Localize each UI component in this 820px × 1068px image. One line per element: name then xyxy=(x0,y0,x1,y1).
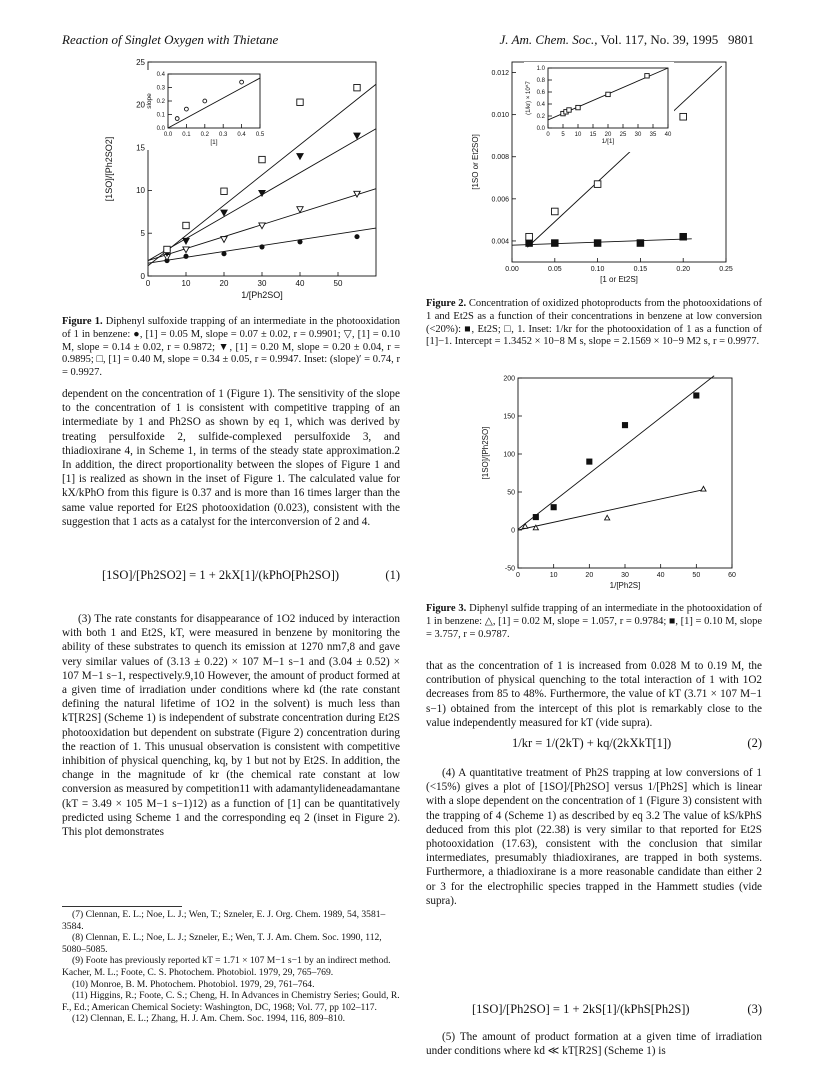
fig1-point xyxy=(297,99,303,105)
fig1-x-tick-label: 20 xyxy=(219,279,229,288)
figure-2-label: Figure 2. xyxy=(426,298,467,309)
fig1-inset-y-tick-label: 0.1 xyxy=(156,112,165,119)
footnote-rule xyxy=(62,906,182,907)
fig1-point xyxy=(354,234,359,239)
fig1-inset-y-tick-label: 0.4 xyxy=(156,72,165,79)
fig2-y-tick-label: 0.012 xyxy=(491,69,509,77)
footnotes xyxy=(62,909,400,1025)
fig1-inset-y-tick-label: 0.3 xyxy=(156,85,165,92)
fig2-inset-x-tick-label: 0 xyxy=(546,132,550,138)
body-right-p3 xyxy=(426,1030,762,1058)
fig3-fit-line xyxy=(518,490,703,530)
fig2-inset-x-tick-label: 35 xyxy=(649,132,657,138)
fig1-x-tick-label: 50 xyxy=(333,279,343,288)
fig3-point xyxy=(694,393,699,398)
fig1-inset-y-tick-label: 0.2 xyxy=(156,99,165,106)
fig1-point xyxy=(354,84,360,90)
fig1-x-tick-label: 30 xyxy=(257,279,267,288)
equation-2-number: (2) xyxy=(747,736,762,750)
fig3-x-tick-label: 30 xyxy=(621,572,629,579)
fig1-point xyxy=(297,239,302,244)
fig2-point xyxy=(680,113,687,120)
fig2-inset-y-tick-label: 0.4 xyxy=(536,102,545,109)
equation-3-text: [1SO]/[Ph2SO] = 1 + 2kS[1]/(kPhS[Ph2S]) xyxy=(472,1002,690,1016)
fig2-y-tick-label: 0.006 xyxy=(491,196,509,204)
fig1-point xyxy=(259,244,264,249)
fig1-y-tick-label: 10 xyxy=(136,186,145,196)
fig3-x-axis-label: 1/[Ph2S] xyxy=(609,581,641,590)
figure-3-label: Figure 3. xyxy=(426,603,467,614)
fig2-fit-line xyxy=(512,239,692,245)
fig3-point xyxy=(587,459,592,464)
fig1-point xyxy=(297,154,303,160)
fig3-point xyxy=(523,524,528,529)
fig2-point xyxy=(552,208,559,215)
fig2-inset-y-tick-label: 1.0 xyxy=(536,66,545,73)
figure-3-caption xyxy=(426,603,762,641)
fig3-x-tick-label: 50 xyxy=(692,572,701,579)
equation-1-text: [1SO]/[Ph2SO2] = 1 + 2kX[1]/(kPhO[Ph2SO]) xyxy=(102,568,340,582)
fig1-inset-bg xyxy=(146,70,264,150)
equation-2-text: 1/kr = 1/(2kT) + kq/(2kXkT[1]) xyxy=(512,736,672,750)
fig3-y-tick-label: 50 xyxy=(507,489,515,497)
fig3-frame xyxy=(518,378,732,568)
fig2-inset-x-tick-label: 5 xyxy=(561,132,565,138)
fig1-x-tick-label: 0 xyxy=(145,279,151,288)
page-number: 9801 xyxy=(728,32,754,47)
fig2-x-tick-label: 0.25 xyxy=(719,266,733,273)
fig3-point xyxy=(701,486,706,491)
figure-1-caption xyxy=(62,316,400,380)
fig1-point xyxy=(183,222,189,228)
paragraph: (4) A quantitative treatment of Ph2S trapping at low conversions of 1 (<15%) gives a plot of [1SO]/[Ph2SO] versus 1/[Ph2S] which is linear with a slope dependent on the concentration of 1 (Figure 3) consistent with the trapping of 4 (Scheme 1) as described by eq 3.2 The value of kS/kPhS deduced from this plot (22.38) is very similar to that reported for Et2S photooxidation (17.63), consistent with the conclusion that similar intermediates, presumably thiadioxiranes, are trapped in both systems. Furthermore, a thiadioxirane is a more reasonable candidate than either 2 or 3 for the electrophilic species trapped in the Hammett studies (vide supra). xyxy=(426,767,762,907)
body-left-p1 xyxy=(62,387,400,529)
footnote-11: (11) Higgins, R.; Foote, C. S.; Cheng, H. In Advances in Chemistry Series; Gould, R. F., Ed.; American Chemical Society: Washington, DC, 1968; Vol. 77, pp 102–117. xyxy=(62,990,400,1013)
fig1-point xyxy=(183,238,189,244)
figure-1-chart xyxy=(100,56,400,311)
fig3-y-tick-label: 100 xyxy=(503,451,515,459)
equation-3-number: (3) xyxy=(747,1002,762,1016)
fig1-point xyxy=(221,188,227,194)
fig3-y-tick-label: 0 xyxy=(511,527,515,535)
body-right-p1 xyxy=(426,659,762,730)
fig1-inset-x-tick-label: 0.4 xyxy=(237,132,246,138)
fig3-point xyxy=(622,423,627,428)
fig2-x-tick-label: 0.05 xyxy=(547,266,562,273)
fig3-x-tick-label: 40 xyxy=(656,572,665,579)
fig1-inset-y-label: slope xyxy=(146,93,153,109)
fig1-y-tick-label: 20 xyxy=(136,100,145,110)
fig3-point xyxy=(533,514,538,519)
paragraph: (5) The amount of product formation at a given time of irradiation under conditions where kd ≪ kT[R2S] (Scheme 1) is xyxy=(426,1031,762,1058)
fig2-inset-x-tick-label: 40 xyxy=(664,132,672,138)
equation-2 xyxy=(512,736,762,751)
fig3-x-tick-label: 10 xyxy=(549,572,558,579)
fig2-point xyxy=(594,240,601,247)
running-header-title: Reaction of Singlet Oxygen with Thietane xyxy=(62,32,279,47)
fig1-y-tick-label: 0 xyxy=(140,271,145,281)
fig3-y-tick-label: 200 xyxy=(503,375,515,383)
equation-1-number: (1) xyxy=(385,568,400,582)
fig1-inset-y-tick-label: 0.0 xyxy=(156,126,165,133)
fig2-inset-x-tick-label: 25 xyxy=(619,132,627,138)
fig3-fit-line xyxy=(518,376,714,530)
fig1-point xyxy=(259,156,265,162)
figure-1-label: Figure 1. xyxy=(62,316,103,327)
equation-3 xyxy=(472,1002,762,1017)
figure-3-caption-text: Diphenyl sulfide trapping of an intermediate in the photooxidation of 1 in benzene: △, [1] = 0.02 M, slope = 1.057, r = 0.9784; ■, [1] = 0.10 M, slope = 3.757, r = 0.9787. xyxy=(426,603,762,640)
fig2-inset-x-tick-label: 10 xyxy=(574,132,582,138)
fig3-y-tick-label: -50 xyxy=(504,565,515,573)
fig1-y-tick-label: 25 xyxy=(136,57,145,67)
fig2-point xyxy=(552,240,559,247)
journal-name: J. Am. Chem. Soc., xyxy=(499,32,598,47)
fig1-inset-point xyxy=(203,99,207,103)
body-left-p2 xyxy=(62,612,400,839)
paragraph: that as the concentration of 1 is increased from 0.028 M to 0.19 M, the contribution of physical quenching to the total interaction of 1 with 1O2 decreases from 85 to 48%. Furthermore, the value of kT (3.71 × 107 M−1 s−1) obtained from the intercept of this plot is remarkably close to the value independently measured for kT (vide supra). xyxy=(426,660,762,729)
fig3-x-tick-label: 0 xyxy=(516,572,520,579)
fig2-inset-y-tick-label: 0.2 xyxy=(536,114,545,121)
fig2-inset-point xyxy=(567,108,571,112)
journal-volume: Vol. 117, No. 39, 1995 xyxy=(600,32,719,47)
fig2-inset-y-tick-label: 0.0 xyxy=(536,126,545,133)
fig2-point xyxy=(637,240,644,247)
fig1-inset-x-tick-label: 0.0 xyxy=(163,132,173,138)
fig1-point xyxy=(221,251,226,256)
fig1-y-tick-label: 5 xyxy=(140,229,145,238)
fig2-x-tick-label: 0.00 xyxy=(505,266,519,273)
fig3-point xyxy=(605,515,610,520)
fig1-inset-x-label: [1] xyxy=(210,139,218,146)
fig2-inset-x-tick-label: 15 xyxy=(589,132,597,138)
fig3-y-tick-label: 150 xyxy=(503,413,515,421)
fig1-inset-x-tick-label: 0.1 xyxy=(182,132,191,138)
fig1-inset-x-tick-label: 0.2 xyxy=(200,132,209,138)
fig2-inset-y-label: (1/kr) × 10^7 xyxy=(526,81,532,115)
fig1-inset-point xyxy=(240,80,244,84)
footnote-10: (10) Monroe, B. M. Photochem. Photobiol. 1979, 29, 761–764. xyxy=(72,978,315,990)
footnote-9: (9) Foote has previously reported kT = 1.71 × 107 M−1 s−1 by an indirect method. Kacher, M. L.; Foote, C. S. Photochem. Photobiol. 1979, 29, 765–769. xyxy=(62,955,391,978)
fig2-inset-point xyxy=(606,92,610,96)
fig2-y-tick-label: 0.004 xyxy=(491,238,509,246)
fig2-y-axis-label: [1SO or Et2SO] xyxy=(471,134,480,190)
fig1-inset-point xyxy=(175,117,179,121)
figure-2-chart xyxy=(468,56,750,294)
fig2-inset-y-tick-label: 0.6 xyxy=(536,90,545,97)
equation-1 xyxy=(102,568,400,583)
fig2-x-tick-label: 0.15 xyxy=(633,266,648,273)
paragraph: dependent on the concentration of 1 (Figure 1). The sensitivity of the slope to the concentration of 1 is consistent with competitive trapping of an intermediate by 1 and Ph2SO as shown by eq 1, which was derived by treating persulfoxide 2, sulfide-complexed persulfoxide 3, and thiadioxirane 4, in Scheme 1, in terms of the steady state approximation.2 In addition, the direct proportionality between the slopes of Figure 1 and [1] is realized as shown in the inset of Figure 1. The calculated value for kX/kPhO from this figure is 0.37 and is more than 16 times larger than the same value reported for Et2S photooxidation (0.023), consistent with the suggestion that 1 acts as a catalyst for the interconversion of 2 and 4. xyxy=(62,388,400,528)
fig2-x-axis-label: [1 or Et2S] xyxy=(600,275,638,284)
fig2-x-tick-label: 0.10 xyxy=(590,266,605,273)
paragraph: (3) The rate constants for disappearance of 1O2 induced by interaction with both 1 and Et2S, kT, were measured in benzene by monitoring the ability of these substrates to quench its emission at 1270 nm7,8 and gave very similar values of (3.13 ± 0.22) × 107 M−1 s−1 and (3.04 ± 0.52) × 107 M−1 s−1, respectively.9,10 However, the amount of product formed at a given time of irradiation under conditions where kd (the rate constant defining the natural lifetime of 1O2 in the solvent) is much less than kT[R2S] (Scheme 1) is independent of substrate concentration during Et2S photooxidation but dependent on substrate (Figure 2) concentration during the reaction of 1. This unusual observation is consistent with competitive inhibition of physical quenching, kq, by 1 but not by Et2S. In addition, the change in the magnitude of kr (the chemical rate constant at low conversion as measured by competition11 with adamantylideneadamantane (kT = 3.49 × 105 M−1 s−1)12) as a function of [1] can be quantitatively predicted using Scheme 1 and the corresponding eq 2 (inset in Figure 2). This plot demonstrates xyxy=(62,613,400,839)
figure-1-caption-text: Diphenyl sulfoxide trapping of an intermediate in the photooxidation of 1 in benzene: ●, [1] = 0.05 M, slope = 0.07 ± 0.02, r = 0.9901; ▽, [1] = 0.10 M, slope = 0.14 ± 0.02, r = 0.9872; ▼, [1] = 0.20 M, slope = 0.20 ± 0.04, r = 0.9895; □, [1] = 0.40 M, slope = 0.34 ± 0.05, r = 0.9947. Inset: (slope)′ = 0.74, r = 0.9927. xyxy=(62,316,400,379)
running-header-citation xyxy=(500,32,754,48)
fig2-point xyxy=(680,233,687,240)
fig1-y-axis-label: [1SO]/[Ph2SO2] xyxy=(104,136,114,202)
fig2-inset-point xyxy=(645,74,649,78)
figure-2-caption-text: Concentration of oxidized photoproducts from the photooxidations of 1 and Et2S as a function of their concentrations in benzene at low conversion (<20%): ■, Et2S; □, 1. Inset: 1/kr for the photooxidation of 1 as a function of [1]−1. Intercept = 1.3452 × 10−8 M s, slope = 2.1569 × 10−9 M2 s, r = 0.9977. xyxy=(426,298,762,348)
fig2-x-tick-label: 0.20 xyxy=(676,266,691,273)
footnote-8: (8) Clennan, E. L.; Noe, L. J.; Szneler, E.; Wen, T. J. Am. Chem. Soc. 1990, 112, 5080–5085. xyxy=(62,932,382,955)
fig2-y-tick-label: 0.008 xyxy=(491,154,509,162)
fig1-inset-point xyxy=(184,107,188,111)
fig2-inset-y-tick-label: 0.8 xyxy=(536,78,545,85)
figure-2-caption xyxy=(426,298,762,349)
fig1-inset-x-tick-label: 0.3 xyxy=(219,132,228,138)
fig1-point xyxy=(183,254,188,259)
figure-3-chart xyxy=(478,372,750,594)
fig1-x-axis-label: 1/[Ph2SO] xyxy=(241,290,283,300)
body-right-p2 xyxy=(426,766,762,908)
fig2-point xyxy=(594,181,601,188)
footnote-7: (7) Clennan, E. L.; Noe, L. J.; Wen, T.; Szneler, E. J. Org. Chem. 1989, 54, 3581–3584. xyxy=(62,909,386,932)
fig2-inset-point xyxy=(576,105,580,109)
fig3-x-tick-label: 20 xyxy=(585,572,594,579)
fig1-y-tick-label: 15 xyxy=(136,143,145,153)
fig1-x-tick-label: 10 xyxy=(181,279,191,288)
fig1-inset-x-tick-label: 0.5 xyxy=(255,132,265,138)
fig1-point xyxy=(164,246,170,252)
fig1-point xyxy=(221,237,227,243)
fig2-inset-x-tick-label: 30 xyxy=(634,132,642,138)
fig2-inset-x-label: 1/[1] xyxy=(601,138,615,145)
fig2-inset-x-tick-label: 20 xyxy=(604,132,612,138)
fig2-y-tick-label: 0.010 xyxy=(491,112,509,120)
fig3-point xyxy=(551,505,556,510)
footnote-12: (12) Clennan, E. L.; Zhang, H. J. Am. Chem. Soc. 1994, 116, 809–810. xyxy=(72,1013,346,1025)
fig1-x-tick-label: 40 xyxy=(295,279,305,288)
fig3-x-tick-label: 60 xyxy=(728,572,736,579)
fig3-y-axis-label: [1SO]/[Ph2SO] xyxy=(481,426,490,480)
fig2-point xyxy=(526,233,533,240)
